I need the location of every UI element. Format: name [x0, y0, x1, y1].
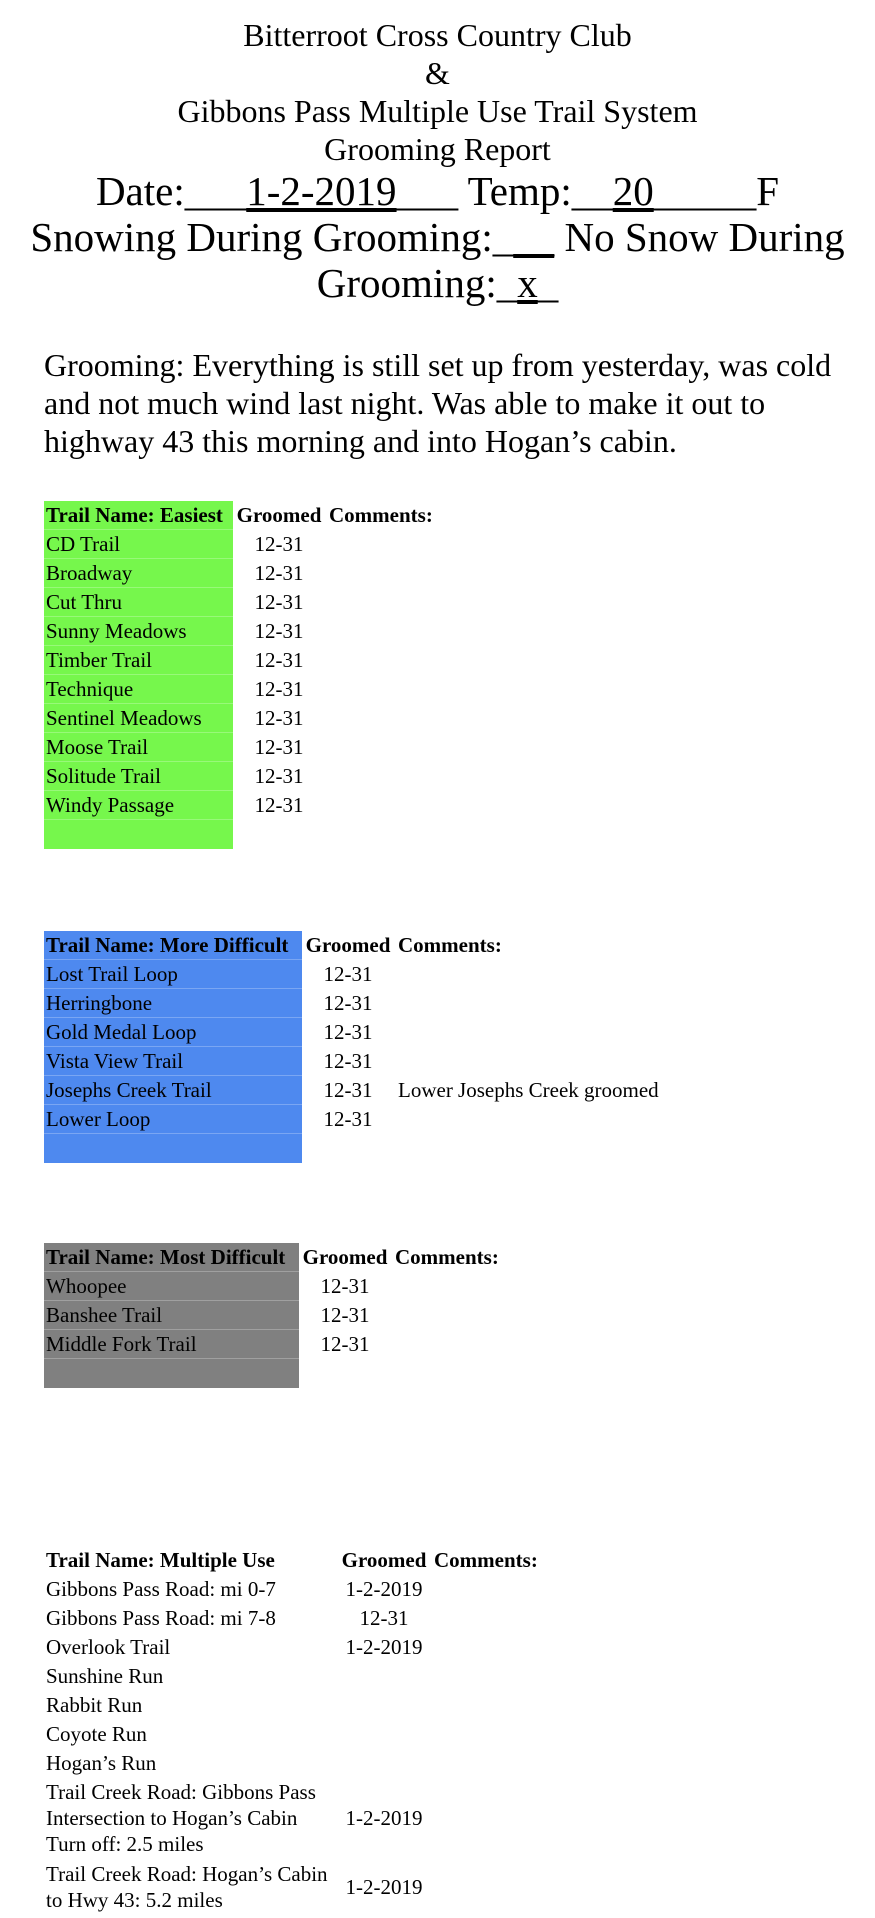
table-row — [44, 1076, 659, 1105]
table-row — [44, 559, 433, 588]
groomed-date: 1-2-2019 — [345, 1806, 423, 1830]
table-row — [44, 1574, 538, 1603]
groomed-date: 12-31 — [254, 561, 304, 585]
groomed-date: 12-31 — [320, 1274, 370, 1298]
table-header — [44, 1243, 499, 1272]
trail-name: Sunny Meadows — [44, 617, 233, 646]
no-snow-label: No Snow During Grooming:_ — [316, 214, 845, 306]
trail-name: Windy Passage — [44, 791, 233, 820]
trail-name: Gold Medal Loop — [44, 1018, 302, 1047]
no-snow-tail: _ — [537, 260, 559, 306]
trail-name: Moose Trail — [44, 733, 233, 762]
trail-name: Solitude Trail — [44, 762, 233, 791]
groomed-date: 12-31 — [254, 532, 304, 556]
table-row — [44, 1690, 538, 1719]
table-header — [44, 1545, 538, 1574]
table-row — [44, 1272, 499, 1301]
header-trail-name: Trail Name: Most Difficult — [44, 1243, 299, 1272]
trail-name: Technique — [44, 675, 233, 704]
groomed-date: 12-31 — [254, 735, 304, 759]
header-groomed: Groomed — [341, 1547, 427, 1572]
groomed-date: 12-31 — [323, 1107, 373, 1131]
easiest-trails-table — [44, 501, 433, 849]
trail-name: Herringbone — [44, 989, 302, 1018]
groomed-date: 12-31 — [254, 793, 304, 817]
table-row — [44, 1047, 659, 1076]
trail-name: Middle Fork Trail — [44, 1330, 299, 1359]
table-row — [44, 704, 433, 733]
table-row — [44, 1777, 538, 1859]
header-comments: Comments: — [395, 1245, 499, 1269]
trail-name: Trail Creek Road: Hogan’s Cabin to Hwy 43: 5.2 miles — [46, 1862, 328, 1912]
trail-name: Broadway — [44, 559, 233, 588]
trail-name: Rabbit Run — [46, 1692, 143, 1717]
table-header — [44, 501, 433, 530]
trail-name: Overlook Trail — [46, 1634, 171, 1659]
table-row — [44, 588, 433, 617]
trail-name: Lost Trail Loop — [44, 960, 302, 989]
date-temp-line — [0, 168, 875, 214]
header-groomed: Groomed — [302, 1245, 388, 1269]
table-row — [44, 1748, 538, 1777]
ampersand: & — [425, 55, 450, 91]
groomed-date: 12-31 — [323, 991, 373, 1015]
header-trail-name: Trail Name: More Difficult — [44, 931, 302, 960]
trail-name: Coyote Run — [46, 1721, 147, 1746]
table-row — [44, 530, 433, 559]
table-header — [44, 931, 659, 960]
header-comments: Comments: — [329, 503, 433, 527]
trail-name: Trail Creek Road: Gibbons Pass Intersection to Hogan’s Cabin Turn off: 2.5 miles — [46, 1780, 316, 1856]
snow-line — [0, 214, 875, 306]
groomed-date: 1-2-2019 — [345, 1875, 423, 1899]
trail-name: Banshee Trail — [44, 1301, 299, 1330]
trail-name: Timber Trail — [44, 646, 233, 675]
temp-label: ___ Temp:__ — [396, 168, 613, 214]
groomed-date: 1-2-2019 — [345, 1576, 423, 1601]
report-title: Grooming Report — [324, 131, 551, 167]
multiple-use-trails-table — [44, 1545, 538, 1915]
groomed-date: 12-31 — [254, 764, 304, 788]
header-groomed: Groomed — [236, 503, 322, 527]
trail-name: Whoopee — [44, 1272, 299, 1301]
table-row — [44, 1661, 538, 1690]
trail-name: Cut Thru — [44, 588, 233, 617]
empty-cell — [44, 1134, 302, 1163]
header-comments: Comments: — [434, 1547, 538, 1572]
empty-row — [44, 1134, 659, 1163]
snowing-label: Snowing During Grooming:_ — [30, 214, 514, 260]
empty-row — [44, 1359, 499, 1388]
empty-row — [44, 820, 433, 849]
trail-name: Gibbons Pass Road: mi 7-8 — [46, 1605, 276, 1630]
groomed-date: 12-31 — [323, 1049, 373, 1073]
trail-name: Gibbons Pass Road: mi 0-7 — [46, 1576, 276, 1601]
groomed-date: 12-31 — [320, 1303, 370, 1327]
table-row — [44, 646, 433, 675]
temp-unit: _____F — [653, 168, 780, 214]
snowing-value: __ — [513, 214, 555, 260]
table-row — [44, 1632, 538, 1661]
table-row — [44, 1105, 659, 1134]
table-row — [44, 960, 659, 989]
no-snow-value: x — [517, 260, 538, 306]
grooming-notes: Grooming: Everything is still set up from yesterday, was cold and not much wind last night. Was able to make it out to highway 43 this morning and into Hogan’s cabin. — [44, 347, 832, 459]
table-row — [44, 675, 433, 704]
groomed-date: 12-31 — [320, 1332, 370, 1356]
table-row — [44, 1330, 499, 1359]
table-row — [44, 1018, 659, 1047]
empty-cell — [44, 820, 233, 849]
table-row — [44, 1301, 499, 1330]
more-difficult-trails-table — [44, 931, 659, 1163]
groomed-date: 12-31 — [254, 648, 304, 672]
empty-cell — [44, 1359, 299, 1388]
header-trail-name: Trail Name: Multiple Use — [46, 1547, 275, 1572]
table-row — [44, 1719, 538, 1748]
trail-name: Sentinel Meadows — [44, 704, 233, 733]
table-row — [44, 762, 433, 791]
trail-name: Sunshine Run — [46, 1663, 164, 1688]
trail-name: Lower Loop — [44, 1105, 302, 1134]
groomed-date: 12-31 — [254, 706, 304, 730]
temp-value: 20 — [612, 168, 654, 214]
groomed-date: 1-2-2019 — [345, 1634, 423, 1659]
table-row — [44, 733, 433, 762]
groomed-date: 12-31 — [254, 619, 304, 643]
groomed-date: 12-31 — [254, 590, 304, 614]
table-row — [44, 1603, 538, 1632]
trail-name: Vista View Trail — [44, 1047, 302, 1076]
groomed-date: 12-31 — [359, 1605, 409, 1630]
date-value: 1-2-2019 — [246, 168, 397, 214]
date-label: Date:___ — [95, 168, 247, 214]
groomed-date: 12-31 — [323, 1020, 373, 1044]
trail-name: Josephs Creek Trail — [44, 1076, 302, 1105]
club-name: Bitterroot Cross Country Club — [243, 17, 632, 53]
table-row — [44, 1859, 538, 1915]
table-row — [44, 617, 433, 646]
header-trail-name: Trail Name: Easiest — [44, 501, 233, 530]
trail-name: Hogan’s Run — [46, 1750, 157, 1775]
comment: Lower Josephs Creek groomed — [398, 1078, 659, 1102]
most-difficult-trails-table — [44, 1243, 499, 1388]
groomed-date: 12-31 — [254, 677, 304, 701]
table-row — [44, 989, 659, 1018]
trail-system-name: Gibbons Pass Multiple Use Trail System — [177, 93, 698, 129]
trail-name: CD Trail — [44, 530, 233, 559]
table-row — [44, 791, 433, 820]
header-groomed: Groomed — [305, 933, 391, 957]
groomed-date: 12-31 — [323, 962, 373, 986]
header-comments: Comments: — [398, 933, 502, 957]
report-header — [0, 16, 875, 306]
groomed-date: 12-31 — [323, 1078, 373, 1102]
